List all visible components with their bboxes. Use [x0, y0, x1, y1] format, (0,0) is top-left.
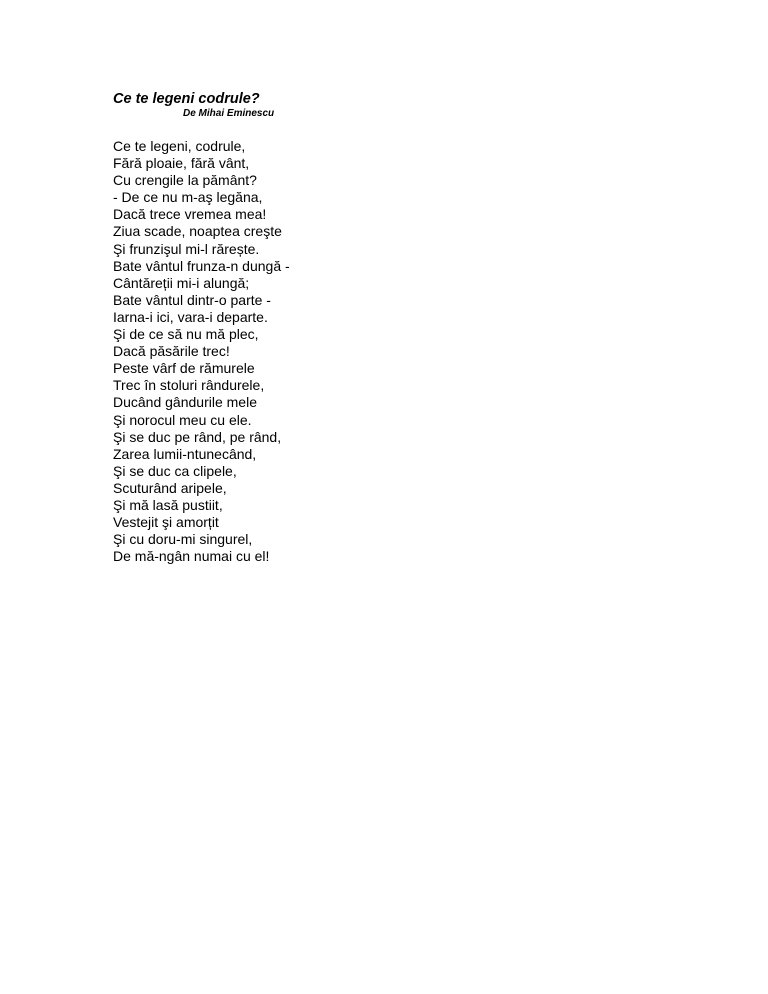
poem-line: Ducând gândurile mele — [113, 394, 257, 411]
poem-line: Peste vârf de rămurele — [113, 360, 255, 377]
poem-line: Vestejit şi amorțit — [113, 514, 219, 531]
poem-author: De Mihai Eminescu — [183, 108, 275, 119]
poem-title: Ce te legeni codrule? — [113, 91, 260, 107]
poem-line: Ce te legeni, codrule, — [113, 138, 246, 154]
poem-line: Şi frunzişul mi-l rărește. — [113, 240, 260, 257]
poem-line: Şi cu doru-mi singurel, — [113, 531, 253, 548]
poem-line: Trec în stoluri rândurele, — [113, 377, 265, 394]
poem-line: Ziua scade, noaptea creşte — [113, 223, 282, 240]
poem-line: Şi se duc ca clipele, — [113, 462, 237, 479]
poem-line: De mă-ngân numai cu el! — [113, 548, 270, 565]
poem-line: Zarea lumii-ntunecând, — [113, 445, 257, 462]
poem-line: Şi se duc pe rând, pe rând, — [113, 428, 282, 445]
poem-line: Fără ploaie, fără vânt, — [113, 155, 250, 172]
poem-line: Cu crengile la pământ? — [113, 172, 257, 189]
poem-line: Scuturând aripele, — [113, 479, 227, 496]
poem-line: - De ce nu m-aş legăna, — [113, 189, 263, 206]
poem-line: Cântăreții mi-i alungă; — [113, 274, 250, 291]
poem-line: Dacă păsările trec! — [113, 343, 230, 360]
poem-line: Şi de ce să nu mă plec, — [113, 326, 259, 343]
poem-line: Bate vântul dintr-o parte - — [113, 291, 271, 308]
poem-line: Dacă trece vremea mea! — [113, 206, 267, 223]
poem-line: Bate vântul frunza-n dungă - — [113, 257, 290, 274]
poem-body — [113, 138, 290, 565]
poem-line: Iarna-i ici, vara-i departe. — [113, 308, 268, 325]
poem-line: Şi norocul meu cu ele. — [113, 411, 252, 428]
poem-line: Şi mă lasă pustiit, — [113, 496, 223, 513]
